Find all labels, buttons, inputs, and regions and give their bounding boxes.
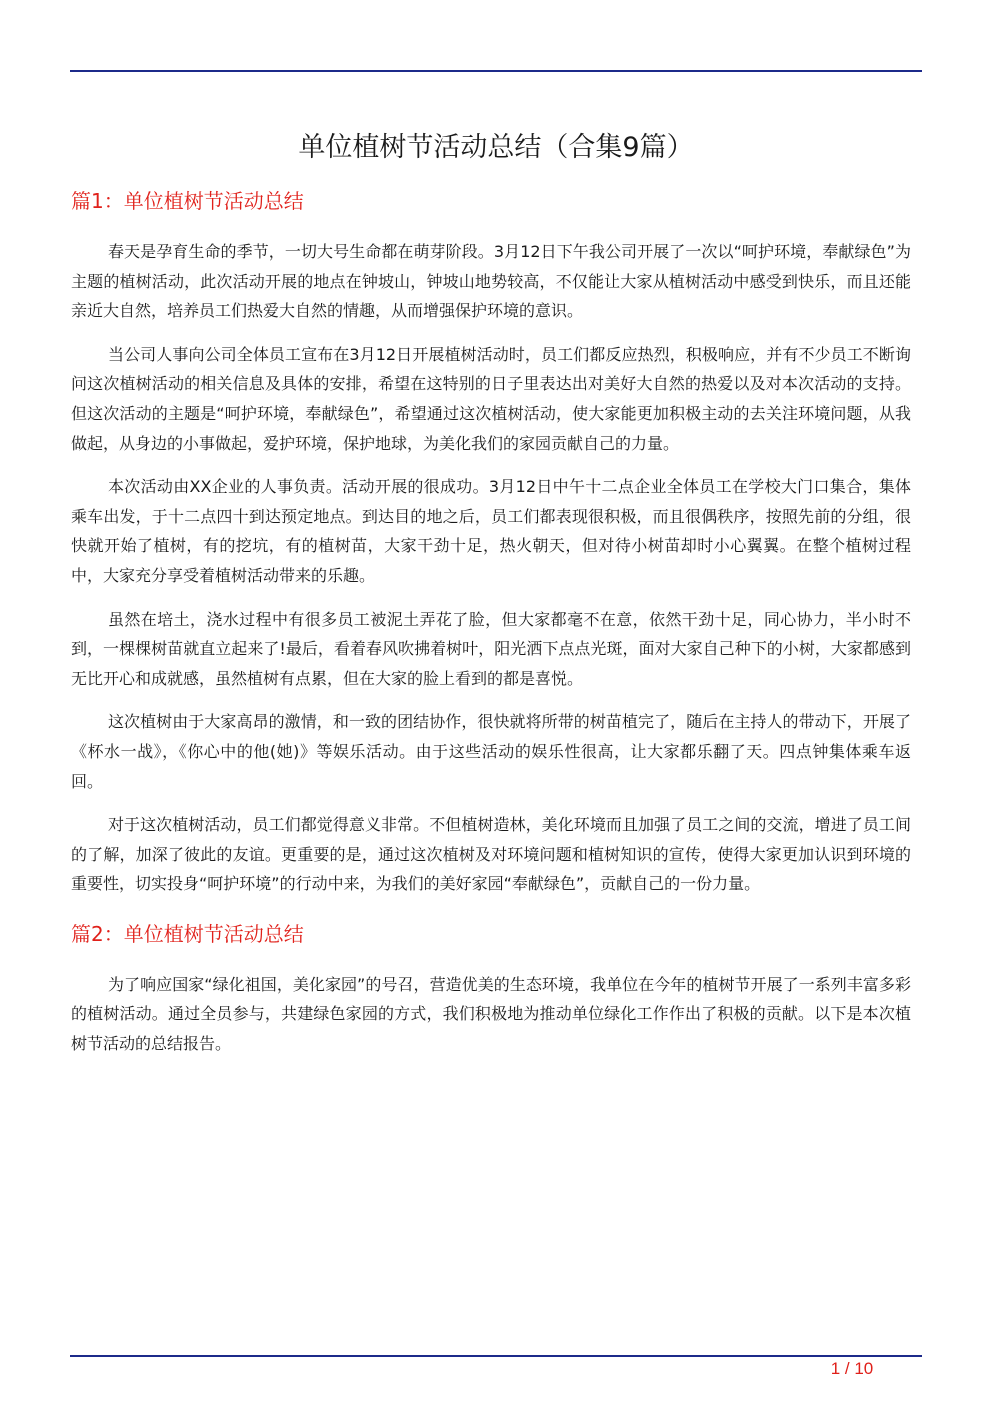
section-2	[71, 919, 911, 1059]
paragraph: 这次植树由于大家高昂的激情，和一致的团结协作，很快就将所带的树苗植完了，随后在主持人的带动下，开展了《杯水一战》，《你心中的他(她)》等娱乐活动。由于这些活动的娱乐性很高，让大家都乐翻了天。四点钟集体乘车返回。	[71, 712, 911, 791]
paragraph: 为了响应国家“绿化祖国，美化家园”的号召，营造优美的生态环境，我单位在今年的植树节开展了一系列丰富多彩的植树活动。通过全员参与，共建绿色家园的方式，我们积极地为推动单位绿化工作作出了积极的贡献。以下是本次植树节活动的总结报告。	[71, 974, 911, 1054]
paragraph: 虽然在培土，浇水过程中有很多员工被泥土弄花了脸，但大家都毫不在意，依然干劲十足，同心协力，半小时不到，一棵棵树苗就直立起来了!最后，看着春风吹拂着树叶，阳光洒下点点光斑，面对大家自己种下的小树，大家都感到无比开心和成就感，虽然植树有点累，但在大家的脸上看到的都是喜悦。	[71, 609, 911, 688]
document-body	[71, 186, 911, 1073]
page-indicator: 1 / 10	[830, 1359, 874, 1378]
paragraph: 对于这次植树活动，员工们都觉得意义非常。不但植树造林，美化环境而且加强了员工之间的交流，增进了员工间的了解，加深了彼此的友谊。更重要的是，通过这次植树及对环境问题和植树知识的宣传，使得大家更加认识到环境的重要性，切实投身“呵护环境”的行动中来，为我们的美好家园“奉献绿色”，贡献自己的一份力量。	[71, 815, 911, 894]
paragraph: 当公司人事向公司全体员工宣布在3月12日开展植树活动时，员工们都反应热烈，积极响应，并有不少员工不断询问这次植树活动的相关信息及具体的安排，希望在这特别的日子里表达出对美好大自然的热爱以及对本次活动的支持。但这次活动的主题是“呵护环境，奉献绿色”，希望通过这次植树活动，使大家能更加积极主动的去关注环境问题，从我做起，从身边的小事做起，爱护环境，保护地球，为美化我们的家园贡献自己的力量。	[71, 344, 911, 453]
section-heading: 篇1：单位植树节活动总结	[71, 189, 304, 213]
header-rule	[70, 70, 922, 72]
footer-rule	[70, 1355, 922, 1357]
paragraph: 本次活动由XX企业的人事负责。活动开展的很成功。3月12日中午十二点企业全体员工在学校大门口集合，集体乘车出发，于十二点四十到达预定地点。到达目的地之后，员工们都表现很积极，而且很偶秩序，按照先前的分组，很快就开始了植树，有的挖坑，有的植树苗，大家干劲十足，热火朝天，但对待小树苗却时小心翼翼。在整个植树过程中，大家充分享受着植树活动带来的乐趣。	[71, 477, 911, 585]
paragraph: 春天是孕育生命的季节，一切大号生命都在萌芽阶段。3月12日下午我公司开展了一次以“呵护环境，奉献绿色”为主题的植树活动，此次活动开展的地点在钟坡山，钟坡山地势较高，不仅能让大家从植树活动中感受到快乐，而且还能亲近大自然，培养员工们热爱大自然的情趣，从而增强保护环境的意识。	[71, 242, 911, 321]
document-title: 单位植树节活动总结（合集9篇）	[298, 132, 694, 163]
section-heading: 篇2：单位植树节活动总结	[71, 921, 304, 946]
section-1	[71, 186, 911, 899]
